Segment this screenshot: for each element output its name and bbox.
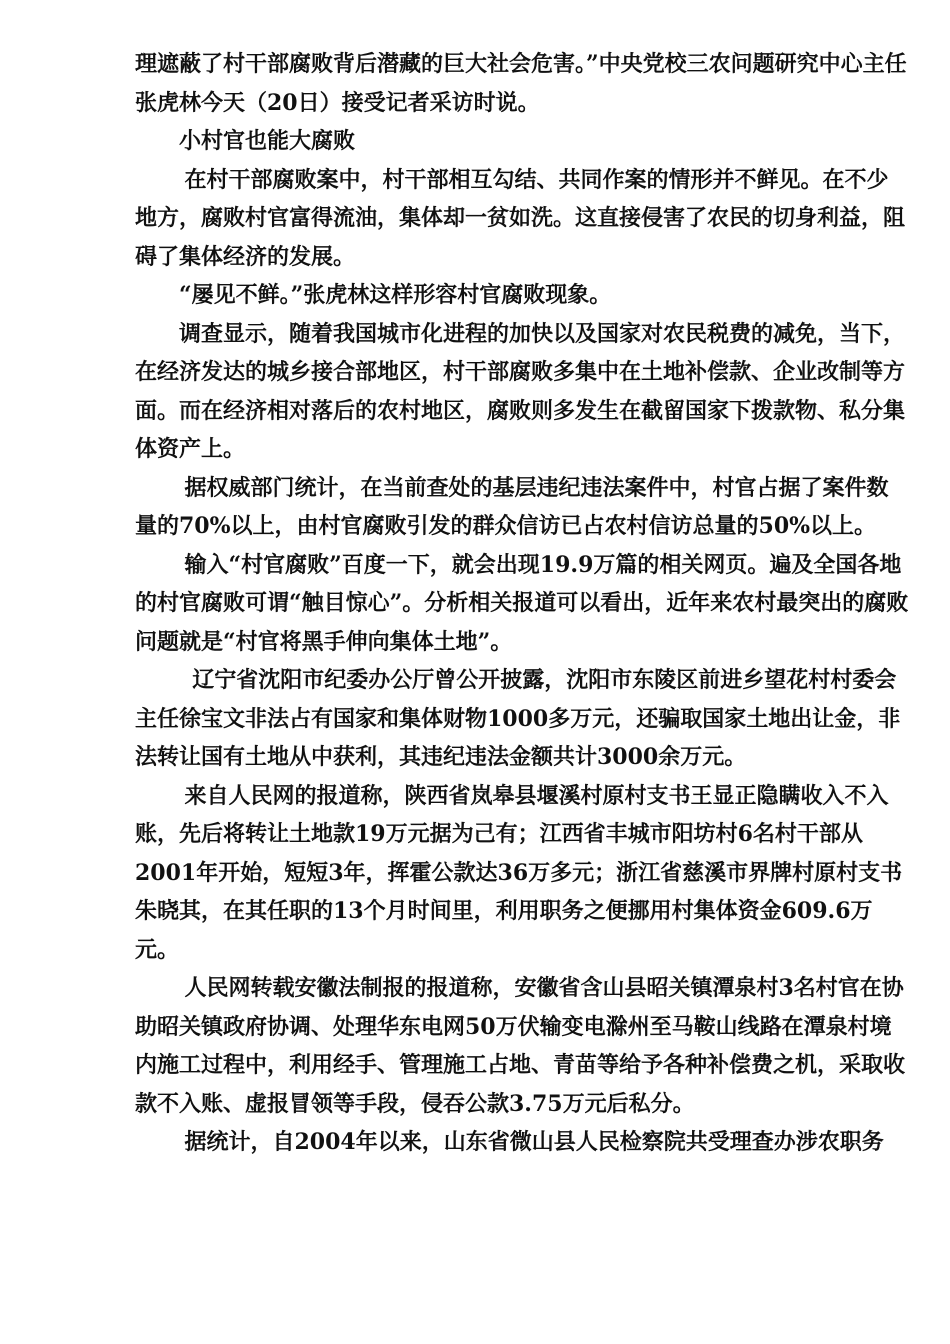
paragraph-statistics: 据权威部门统计，在当前查处的基层违纪违法案件中，村官占据了案件数量的70%以上，由村官腐败引发的群众信访已占农村信访总量的50%以上。 bbox=[135, 474, 889, 539]
paragraph-liaoning-case: 辽宁省沈阳市纪委办公厅曾公开披露，沈阳市东陵区前进乡望花村村委会主任徐宝文非法占有国家和集体财物1000多万元，还骗取国家土地出让金，非法转让国有土地从中获利，其违纪违法金额共计3000余万元。 bbox=[135, 667, 901, 770]
section-heading: 小村官也能大腐败 bbox=[179, 128, 356, 154]
paragraph-peoples-daily-cases: 来自人民网的报道称，陕西省岚皋县堰溪村原村支书王显正隐瞒收入不入账，先后将转让土地款19万元据为己有；江西省丰城市阳坊村6名村干部从2001年开始，短短3年，挥霍公款达36万多元；浙江省慈溪市界牌村原村支书朱晓其，在其任职的13个月时间里，利用职务之便挪用村集体资金609.6万元。 bbox=[135, 782, 903, 963]
paragraph-continued-quote: 理遮蔽了村干部腐败背后潜藏的巨大社会危害。”中央党校三农问题研究中心主任张虎林今天（20日）接受记者采访时说。 bbox=[135, 51, 907, 116]
article-body bbox=[135, 45, 910, 1162]
paragraph-quote: “屡见不鲜。”张虎林这样形容村官腐败现象。 bbox=[179, 282, 612, 308]
paragraph-survey: 调查显示，随着我国城市化进程的加快以及国家对农民税费的减免，当下，在经济发达的城乡接合部地区，村干部腐败多集中在土地补偿款、企业改制等方面。而在经济相对落后的农村地区，腐败则多发生在截留国家下拨款物、私分集体资产上。 bbox=[135, 320, 906, 462]
paragraph-search-results: 输入“村官腐败”百度一下，就会出现19.9万篇的相关网页。遍及全国各地的村官腐败可谓“触目惊心”。分析相关报道可以看出，近年来农村最突出的腐败问题就是“村官将黑手伸向集体土地”。 bbox=[135, 551, 909, 655]
paragraph-anhui-case: 人民网转载安徽法制报的报道称，安徽省含山县昭关镇潭泉村3名村官在协助昭关镇政府协调、处理华东电网50万伏输变电滁州至马鞍山线路在潭泉村境内施工过程中，利用经手、管理施工占地、青苗等给予各种补偿费之机，采取收款不入账、虚报冒领等手段，侵吞公款3.75万元后私分。 bbox=[135, 975, 906, 1117]
paragraph-lead: 在村干部腐败案中，村干部相互勾结、共同作案的情形并不鲜见。在不少地方，腐败村官富得流油，集体却一贫如洗。这直接侵害了农民的切身利益，阻碍了集体经济的发展。 bbox=[135, 166, 906, 270]
paragraph-shandong-statistics: 据统计，自2004年以来，山东省微山县人民检察院共受理查办涉农职务 bbox=[184, 1129, 884, 1155]
